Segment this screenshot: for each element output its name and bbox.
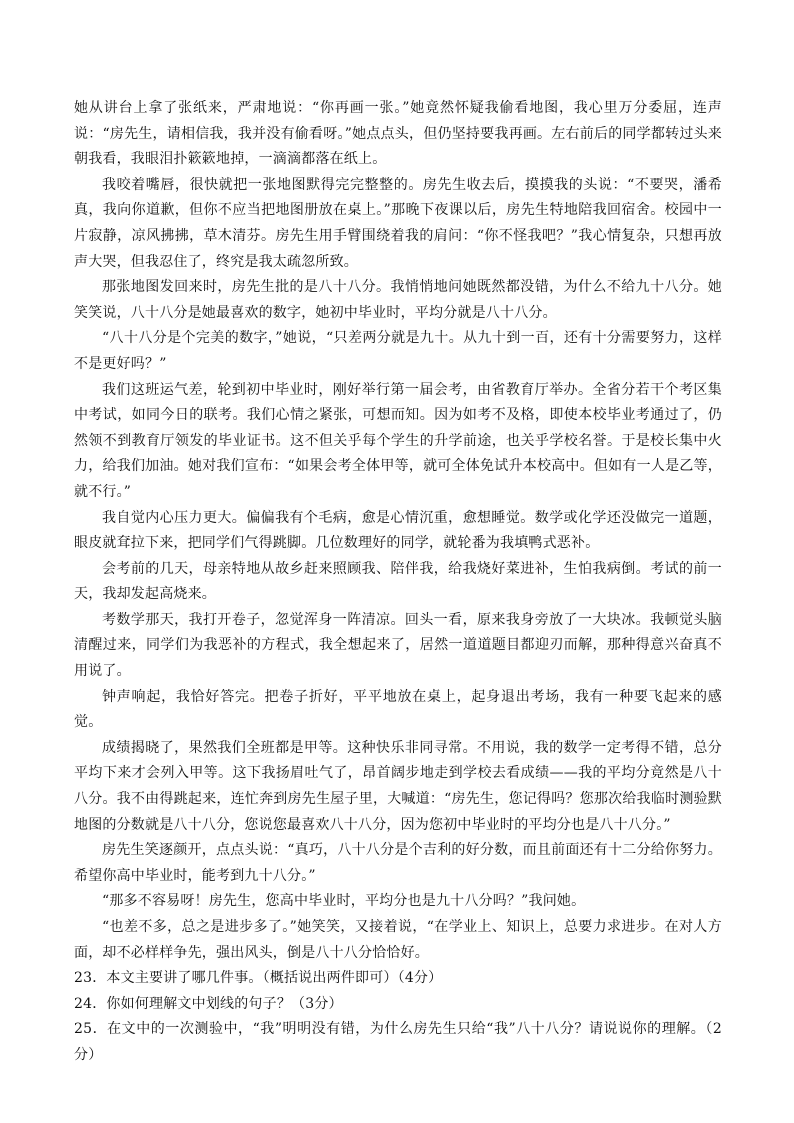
paragraph-4: “八十八分是个完美的数字，”她说，“只差两分就是九十。从九十到一百，还有十分需要努力，这样不是更好吗？”: [74, 330, 722, 372]
paragraph-7: 会考前的几天，母亲特地从故乡赶来照顾我、陪伴我，给我烧好菜进补，生怕我病倒。考试的前一天，我却发起高烧来。: [74, 560, 722, 603]
paragraph-2: 我咬着嘴唇，很快就把一张地图默得完完整整的。房先生收去后，摸摸我的头说：“不要哭，潘希真，我向你道歉，但你不应当把地图册放在桌上。”那晚下夜课以后，房先生特地陪我回宿舍。校园中一片寂静，凉风拂拂，草木清芬。房先生用手臂围绕着我的肩问：“你不怪我吧？”我心情复杂，只想再放声大哭，但我忍住了，终究是我太疏忽所致。: [74, 176, 722, 270]
question-23: 23．本文主要讲了哪几件事。（概括说出两件即可）（4分）: [74, 970, 443, 987]
question-25: 25．在文中的一次测验中，“我”明明没有错，为什么房先生只给“我”八十八分？请说说你的理解。（2分）: [74, 1021, 722, 1063]
document-page: [74, 96, 722, 1069]
question-24: 24．你如何理解文中划线的句子？（3分）: [74, 995, 343, 1012]
paragraph-6: 我自觉内心压力更大。偏偏我有个毛病，愈是心情沉重，愈想睡觉。数学或化学还没做完一道题，眼皮就耷拉下来，把同学们气得跳脚。几位数理好的同学，就轮番为我填鸭式恶补。: [74, 509, 722, 552]
paragraph-1: 她从讲台上拿了张纸来，严肃地说：“你再画一张。”她竟然怀疑我偷看地图，我心里万分委屈，连声说：“房先生，请相信我，我并没有偷看呀。”她点点头，但仍坚持要我再画。左右前后的同学都转过头来朝我看，我眼泪扑簌簌地掉，一滴滴都落在纸上。: [74, 100, 722, 168]
paragraph-12: “那多不容易呀！房先生，您高中毕业时，平均分也是九十八分吗？”我问她。: [102, 893, 586, 910]
paragraph-3: 那张地图发回来时，房先生批的是八十八分。我悄悄地问她既然都没错，为什么不给九十八分。她笑笑说，八十八分是她最喜欢的数字，她初中毕业时，平均分就是八十八分。: [74, 279, 722, 321]
paragraph-9: 钟声响起，我恰好答完。把卷子折好，平平地放在桌上，起身退出考场，我有一种要飞起来的感觉。: [74, 688, 722, 731]
paragraph-13: “也差不多，总之是进步多了。”她笑笑，又接着说，“在学业上、知识上，总要力求进步。在对人方面，却不必样样争先，强出风头，倒是八十八分恰恰好。: [74, 919, 722, 961]
paragraph-5: 我们这班运气差，轮到初中毕业时，刚好举行第一届会考，由省教育厅举办。全省分若干个考区集中考试，如同今日的联考。我们心情之紧张，可想而知。因为如考不及格，即使本校毕业考通过了，仍然领不到教育厅领发的毕业证书。这不但关乎每个学生的升学前途，也关乎学校名誉。于是校长集中火力，给我们加油。她对我们宣布：“如果会考全体甲等，就可全体免试升本校高中。但如有一人是乙等，就不行。”: [74, 381, 722, 500]
paragraph-11: 房先生笑逐颜开，点点头说：“真巧，八十八分是个吉利的好分数，而且前面还有十二分给你努力。希望你高中毕业时，能考到九十八分。”: [74, 842, 722, 884]
paragraph-10: 成绩揭晓了，果然我们全班都是甲等。这种快乐非同寻常。不用说，我的数学一定考得不错，总分平均下来才会列入甲等。这下我扬眉吐气了，昂首阔步地走到学校去看成绩——我的平均分竟然是八十八分。我不由得跳起来，连忙奔到房先生屋子里，大喊道：“房先生，您记得吗？您那次给我临时测验默地图的分数就是八十八分，您说您最喜欢八十八分，因为您初中毕业时的平均分也是八十八分。”: [74, 739, 722, 833]
paragraph-8: 考数学那天，我打开卷子，忽觉浑身一阵清凉。回头一看，原来我身旁放了一大块冰。我顿觉头脑清醒过来，同学们为我恶补的方程式，我全想起来了，居然一道道题目都迎刃而解，那种得意兴奋真不用说了。: [74, 611, 722, 680]
